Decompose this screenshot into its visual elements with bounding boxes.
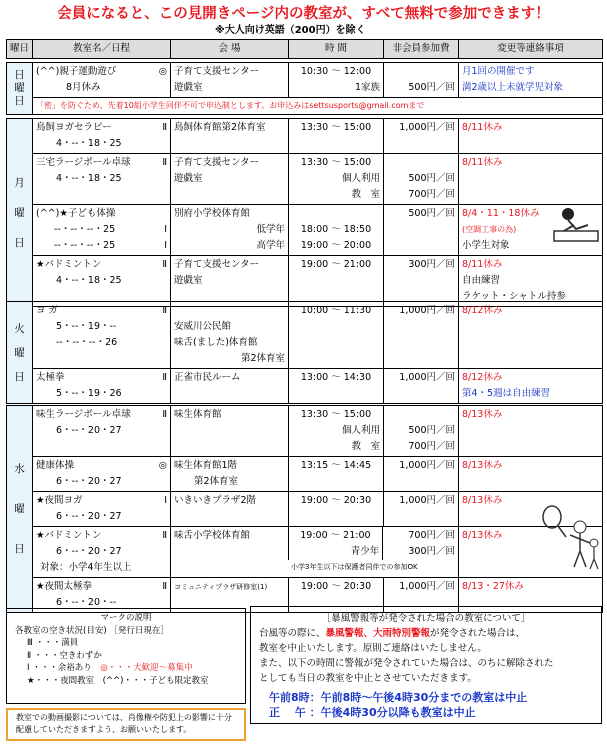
- contact-cell: 8/11休み 自由練習 ラケット・シャトル持参: [459, 256, 603, 307]
- schedule-header: [6, 39, 603, 59]
- warning-line: としても当日の教室を中止とさせていただきます。: [259, 673, 477, 684]
- fee-cell: 700円／回 300円／回: [408, 530, 455, 557]
- class-cell: ★バドミントン Ⅱ 4・--・18・25: [33, 256, 171, 307]
- venue-cell: 味生体育館: [171, 406, 289, 457]
- contact-cell: 8/11休み: [459, 154, 603, 205]
- time-cell: 13:30 ～ 15:00 個人利用 教 室: [289, 154, 384, 205]
- warning-line: 教室を中止いたします。原則ご連絡はいたしません。: [259, 643, 487, 654]
- time-cell: 19:00 ～ 20:30: [289, 492, 384, 527]
- time-cell: 19:00 ～ 20:30: [289, 578, 384, 613]
- warning-title: ［暴風警報等が発令された場合の教室について］: [321, 613, 531, 624]
- contact-cell: 8/12休み: [459, 302, 603, 369]
- day-sunday: 日曜日: [7, 63, 33, 115]
- video-note: 教室での動画撮影については、肖像権や防犯上の影響に十分配慮していただきますよう、お願いいたします。: [6, 708, 246, 741]
- time-cell: 13:00 ～ 14:30: [289, 369, 384, 404]
- legend-line: Ⅰ ・・・余裕あり ◎・・・大歓迎～募集中: [27, 663, 193, 673]
- time-cell: 19:00 ～ 21:00: [289, 256, 384, 307]
- venue-cell: 味生体育館1階 第2体育室: [171, 457, 289, 492]
- fee-cell: 1,000円／回: [384, 578, 459, 613]
- fee-cell: 500円／回 700円／回: [384, 154, 459, 205]
- fee-cell: 500円／回 700円／回: [384, 406, 459, 457]
- class-cell: 味生ラージボール卓球 Ⅱ 6・--・20・27: [33, 406, 171, 457]
- day-wednesday: 水曜日: [7, 406, 33, 613]
- badminton-note: 小学3年生以下は保護者同伴での参加OK: [291, 563, 418, 571]
- page-headline: 会員になると、この見開きページ内の教室が、すべて無料で参加できます！: [57, 6, 550, 22]
- time-cell: 18:00 ～ 18:50 19:00 ～ 20:00: [289, 205, 384, 256]
- legend-line: ★・・・夜間教室 (^^)・・・子ども限定教室: [27, 675, 209, 686]
- venue-cell: 子育て支援センター 遊戯室: [171, 63, 289, 98]
- fee-cell: 300円／回: [384, 256, 459, 307]
- venue-cell: 子育て支援センター 遊戯室: [171, 256, 289, 307]
- badminton-detail: [171, 527, 459, 578]
- class-cell: 鳥飼ヨガセラピー Ⅱ 4・--・18・25: [33, 119, 171, 154]
- fee-cell: 500円／回: [384, 63, 459, 98]
- legend-title: マークの説明: [100, 613, 152, 623]
- contact-cell: 8/13・27休み: [459, 578, 603, 613]
- warning-line: 台風等の際に、暴風警報、大雨特別警報が発令された場合は、: [259, 628, 526, 639]
- legend-line: Ⅱ ・・・空きわずか: [27, 650, 102, 661]
- venue-cell: 別府小学校体育館 低学年 高学年: [171, 205, 289, 256]
- contact-cell: 8/13休み: [459, 406, 603, 457]
- legend-line: Ⅲ ・・・満員: [27, 638, 79, 648]
- kids-exercise-icon: [548, 205, 602, 245]
- col-time: 時 間: [289, 40, 384, 59]
- warning-rule-noon: 正 午 ：午後4時30分以降も教室は中止: [269, 706, 476, 719]
- warning-rule-morning: 午前8時：午前8時～午後4時30分までの教室は中止: [269, 691, 528, 704]
- contact-cell: 8/11休み: [459, 119, 603, 154]
- fee-cell: 1,000円／回: [384, 369, 459, 404]
- fee-cell: 1,000円／回: [384, 457, 459, 492]
- sunday-section: [6, 62, 603, 115]
- fee-cell: 1,000円／回: [384, 119, 459, 154]
- contact-cell: 8/13休み: [459, 527, 603, 578]
- time-cell: 19:00 ～ 21:00 青少年: [289, 527, 384, 560]
- tuesday-section: [6, 301, 603, 404]
- contact-cell: 8/12休み 第4・5週は自由練習: [459, 369, 603, 404]
- warning-line: また、以下の時間に警報が発令されていた場合は、のちに解除された: [259, 658, 554, 669]
- contact-cell: 8/13休み: [459, 492, 603, 527]
- badminton-players-icon: [540, 505, 602, 573]
- class-cell: 健康体操 ◎ 6・--・20・27: [33, 457, 171, 492]
- col-class: 教室名／日程: [33, 40, 171, 59]
- venue-cell: 正雀市民ルーム: [171, 369, 289, 404]
- legend-line: 各教室の空き状況(目安) ［発行日現在］: [15, 625, 169, 636]
- monday-section: [6, 118, 603, 307]
- legend-box: [6, 608, 246, 704]
- sunday-note: 「密」を防ぐため、先着10組小学生同伴不可で申込制とします。お申込みはsettsusports@gmail.comまで: [33, 98, 603, 115]
- col-venue: 会 場: [171, 40, 289, 59]
- col-contact: 変更等連絡事項: [459, 40, 603, 59]
- contact-cell: 8/4・11・18休み (空調工事の為) 小学生対象: [459, 205, 603, 256]
- time-cell: 10:00 ～ 11:30: [289, 302, 384, 369]
- class-cell: ★バドミントン Ⅱ 6・--・20・27 対象：小学4年生以上: [33, 527, 171, 578]
- contact-cell: 8/13休み: [459, 457, 603, 492]
- venue-cell: 安威川公民館 味舌(ました)体育館 第2体育室: [171, 302, 289, 369]
- venue-cell: 味舌小学校体育館: [171, 527, 289, 560]
- class-cell: ★夜間太極拳 Ⅱ 6・--・20・--: [33, 578, 171, 613]
- contact-cell: 月1回の開催です 満2歳以上未就学児対象: [459, 63, 603, 98]
- day-monday: 月曜日: [7, 119, 33, 307]
- class-cell: (^^)親子運動遊び ◎ 8月休み: [33, 63, 171, 98]
- day-tuesday: 火曜日: [7, 302, 33, 404]
- fee-cell: 500円／回: [384, 205, 459, 256]
- col-day: 曜日: [7, 40, 33, 59]
- class-cell: 三宅ラージボール卓球 Ⅱ 4・--・18・25: [33, 154, 171, 205]
- venue-cell: コミュニティプラザ研修室(1): [171, 578, 289, 613]
- time-cell: 10:30 ～ 12:00 1家族: [289, 63, 384, 98]
- time-cell: 13:15 ～ 14:45: [289, 457, 384, 492]
- venue-cell: 鳥飼体育館第2体育室: [171, 119, 289, 154]
- venue-cell: いきいきプラザ2階: [171, 492, 289, 527]
- time-cell: 13:30 ～ 15:00: [289, 119, 384, 154]
- wednesday-section: [6, 405, 603, 613]
- class-cell: ヨ ガ Ⅱ 5・--・19・-- --・--・--・26: [33, 302, 171, 369]
- venue-cell: 子育て支援センター 遊戯室: [171, 154, 289, 205]
- warning-policy-box: [250, 606, 602, 724]
- price-note: ※大人向け英語（200円）を除く: [215, 25, 366, 36]
- col-fee: 非会員参加費: [384, 40, 459, 59]
- fee-cell: 1,000円／回: [384, 492, 459, 527]
- class-cell: (^^)★子ども体操 --・--・--・25 Ⅰ --・--・--・25 Ⅰ: [33, 205, 171, 256]
- fee-cell: 1,000円／回: [384, 302, 459, 369]
- class-cell: 太極拳 Ⅱ 5・--・19・26: [33, 369, 171, 404]
- time-cell: 13:30 ～ 15:00 個人利用 教 室: [289, 406, 384, 457]
- class-cell: ★夜間ヨガ Ⅰ 6・--・20・27: [33, 492, 171, 527]
